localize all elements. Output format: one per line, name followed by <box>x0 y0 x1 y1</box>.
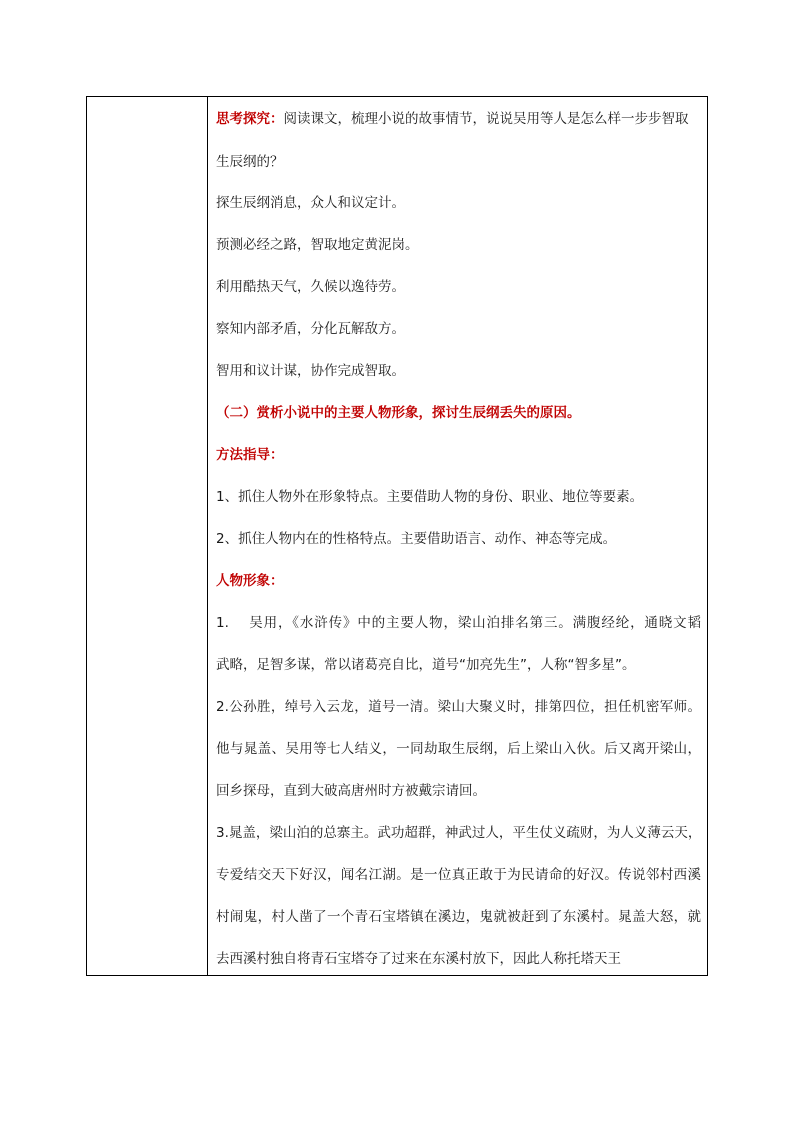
content-table <box>86 96 708 976</box>
step-item: 智用和议计谋，协作完成智取。 <box>216 363 405 379</box>
character-paragraph-line: 1. 吴用，《水浒传》中的主要人物，梁山泊排名第三。满腹经纶，通晓文韬 <box>216 615 701 631</box>
character-paragraph-line: 武略，足智多谋，常以诸葛亮自比，道号“加亮先生”，人称“智多星”。 <box>216 657 636 673</box>
character-paragraph-line: 回乡探母，直到大破高唐州时方被戴宗请回。 <box>216 783 486 799</box>
step-item: 预测必经之路，智取地定黄泥岗。 <box>216 237 419 253</box>
character-paragraph-line: 村闹鬼，村人凿了一个青石宝塔镇在溪边，鬼就被赶到了东溪村。晁盖大怒，就 <box>216 909 701 925</box>
section-heading: （二）赏析小说中的主要人物形象，探讨生辰纲丢失的原因。 <box>216 405 581 421</box>
method-item: 1、抓住人物外在形象特点。主要借助人物的身份、职业、地位等要素。 <box>216 489 644 505</box>
think-paragraph <box>216 109 701 129</box>
think-text: 阅读课文，梳理小说的故事情节，说说吴用等人是怎么样一步步智取 <box>283 111 689 127</box>
think-text-continued: 生辰纲的？ <box>216 154 284 170</box>
step-item: 察知内部矛盾，分化瓦解敌方。 <box>216 321 405 337</box>
character-paragraph-line: 去西溪村独自将青石宝塔夺了过来在东溪村放下，因此人称托塔天王 <box>216 951 621 967</box>
character-paragraph-line: 2.公孙胜，绰号入云龙，道号一清。梁山大聚义时，排第四位，担任机密军师。 <box>216 699 701 715</box>
character-paragraph-line: 3.晁盖，梁山泊的总寨主。武功超群，神武过人，平生仗义疏财，为人义薄云天， <box>216 825 702 841</box>
step-item: 利用酷热天气，久候以逸待劳。 <box>216 279 405 295</box>
table-right-column <box>208 97 707 975</box>
method-item: 2、抓住人物内在的性格特点。主要借助语言、动作、神态等完成。 <box>216 531 617 547</box>
think-label: 思考探究： <box>216 111 284 127</box>
character-label: 人物形象： <box>216 573 284 589</box>
table-left-column <box>87 97 208 975</box>
method-label: 方法指导： <box>216 447 284 463</box>
character-paragraph-line: 专爱结交天下好汉，闻名江湖。是一位真正敢于为民请命的好汉。传说邻村西溪 <box>216 867 701 883</box>
character-paragraph-line: 他与晁盖、吴用等七人结义，一同劫取生辰纲，后上梁山入伙。后又离开梁山， <box>216 741 701 757</box>
step-item: 探生辰纲消息，众人和议定计。 <box>216 195 405 211</box>
